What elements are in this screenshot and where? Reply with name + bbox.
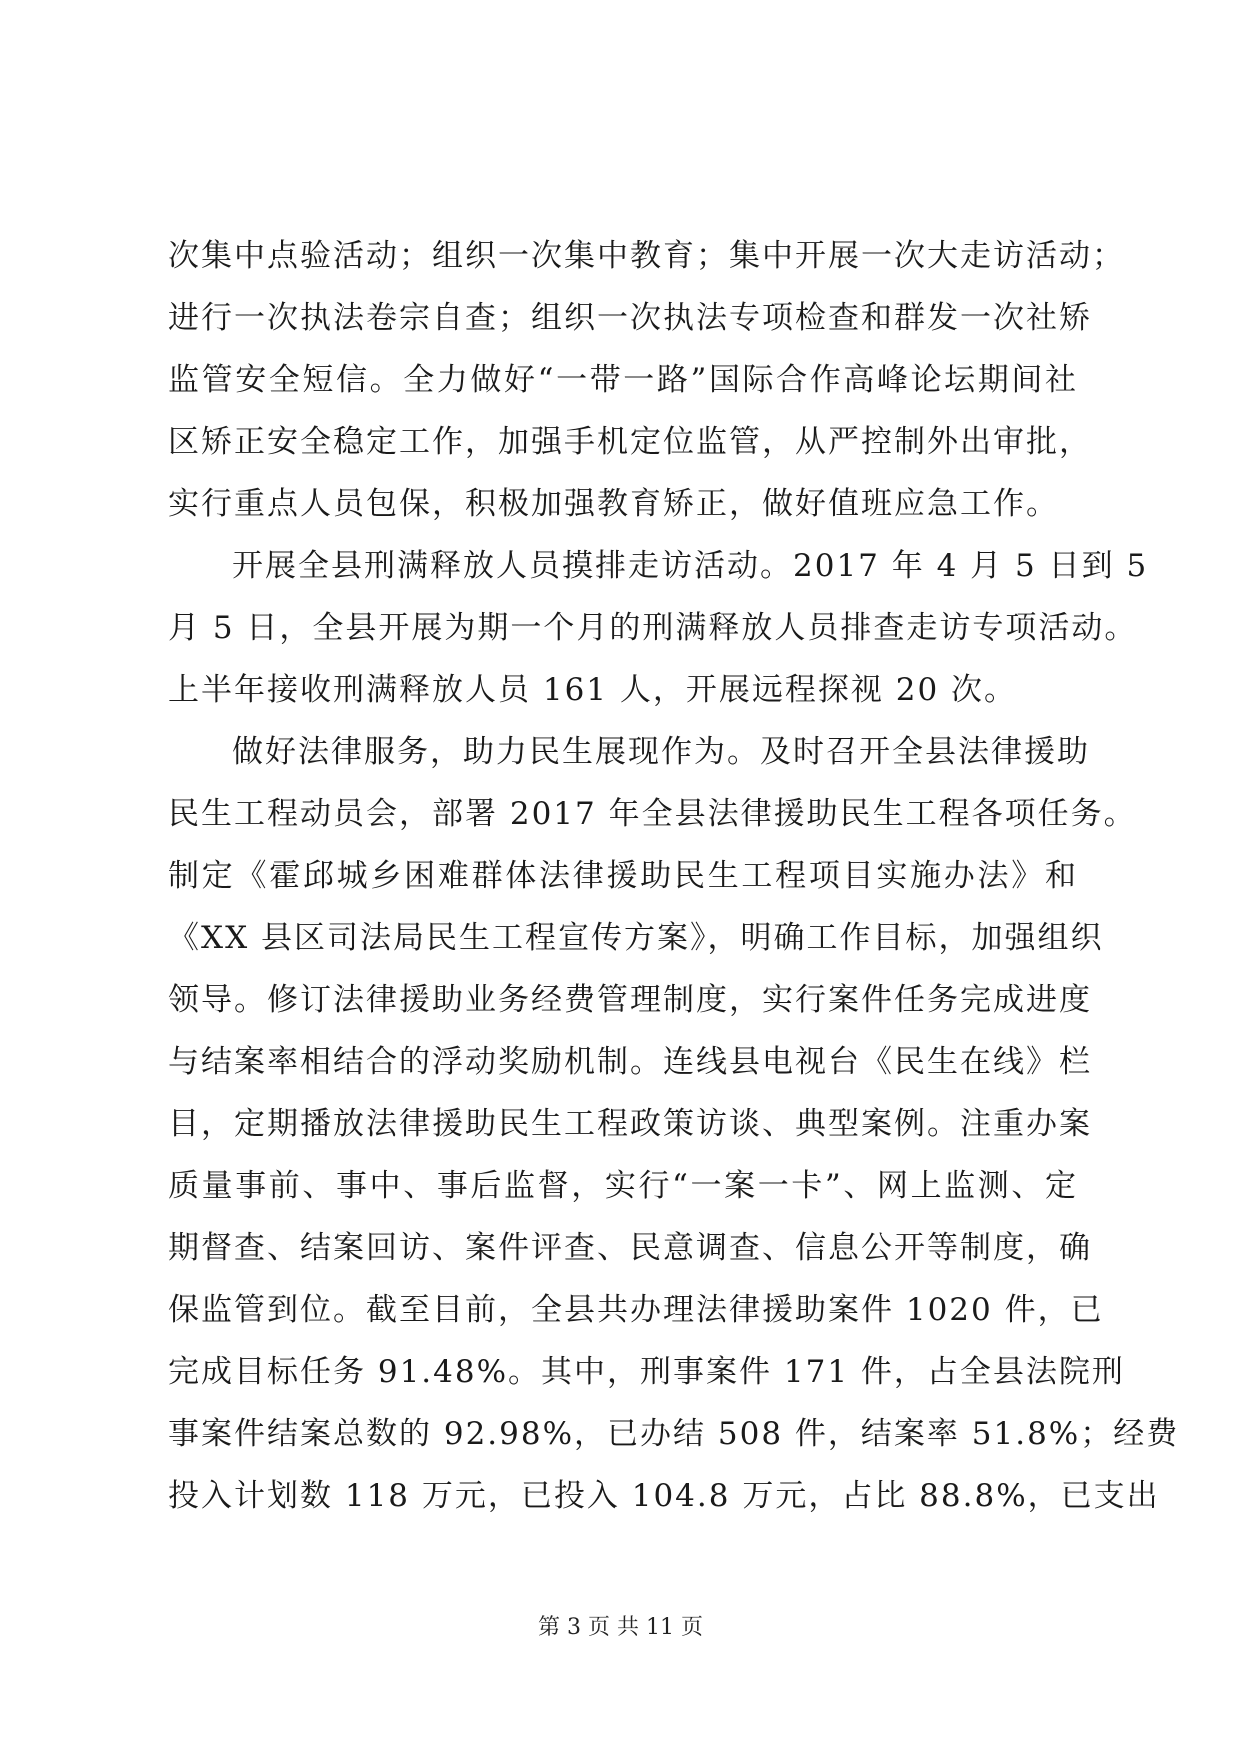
text-line: 民生工程动员会，部署 2017 年全县法律援助民生工程各项任务。 [168,796,1137,832]
text-line: 事案件结案总数的 92.98%，已办结 508 件，结案率 51.8%；经费 [168,1416,1180,1452]
page-footer: 第 3 页 共 11 页 [538,1615,703,1640]
text-line: 进行一次执法卷宗自查；组织一次执法专项检查和群发一次社矫 [168,300,1092,336]
text-line: 上半年接收刑满释放人员 161 人，开展远程探视 20 次。 [168,672,1018,708]
text-line: 实行重点人员包保，积极加强教育矫正，做好值班应急工作。 [168,486,1059,522]
text-line: 制定《霍邱城乡困难群体法律援助民生工程项目实施办法》和 [168,858,1078,894]
text-line: 质量事前、事中、事后监督，实行“一案一卡”、网上监测、定 [168,1168,1078,1204]
text-line: 监管安全短信。全力做好“一带一路”国际合作高峰论坛期间社 [168,362,1078,398]
text-line: 区矫正安全稳定工作，加强手机定位监管，从严控制外出审批， [168,424,1092,460]
text-line: 《XX 县区司法局民生工程宣传方案》，明确工作目标，加强组织 [168,920,1104,956]
text-line: 领导。修订法律援助业务经费管理制度，实行案件任务完成进度 [168,982,1092,1018]
body-text [168,225,1180,1527]
text-line: 目，定期播放法律援助民生工程政策访谈、典型案例。注重办案 [168,1106,1092,1142]
text-line: 投入计划数 118 万元，已投入 104.8 万元，占比 88.8%，已支出 [168,1478,1160,1514]
text-line: 月 5 日，全县开展为期一个月的刑满释放人员排查走访专项活动。 [168,610,1138,646]
text-line: 开展全县刑满释放人员摸排走访活动。2017 年 4 月 5 日到 5 [232,548,1149,584]
text-line: 保监管到位。截至目前，全县共办理法律援助案件 1020 件，已 [168,1292,1104,1328]
text-line: 期督查、结案回访、案件评查、民意调查、信息公开等制度，确 [168,1230,1092,1266]
text-line: 次集中点验活动；组织一次集中教育；集中开展一次大走访活动； [168,238,1125,274]
text-line: 与结案率相结合的浮动奖励机制。连线县电视台《民生在线》栏 [168,1044,1092,1080]
text-line: 做好法律服务，助力民生展现作为。及时召开全县法律援助 [232,734,1090,770]
text-line: 完成目标任务 91.48%。其中，刑事案件 171 件，占全县法院刑 [168,1354,1125,1390]
